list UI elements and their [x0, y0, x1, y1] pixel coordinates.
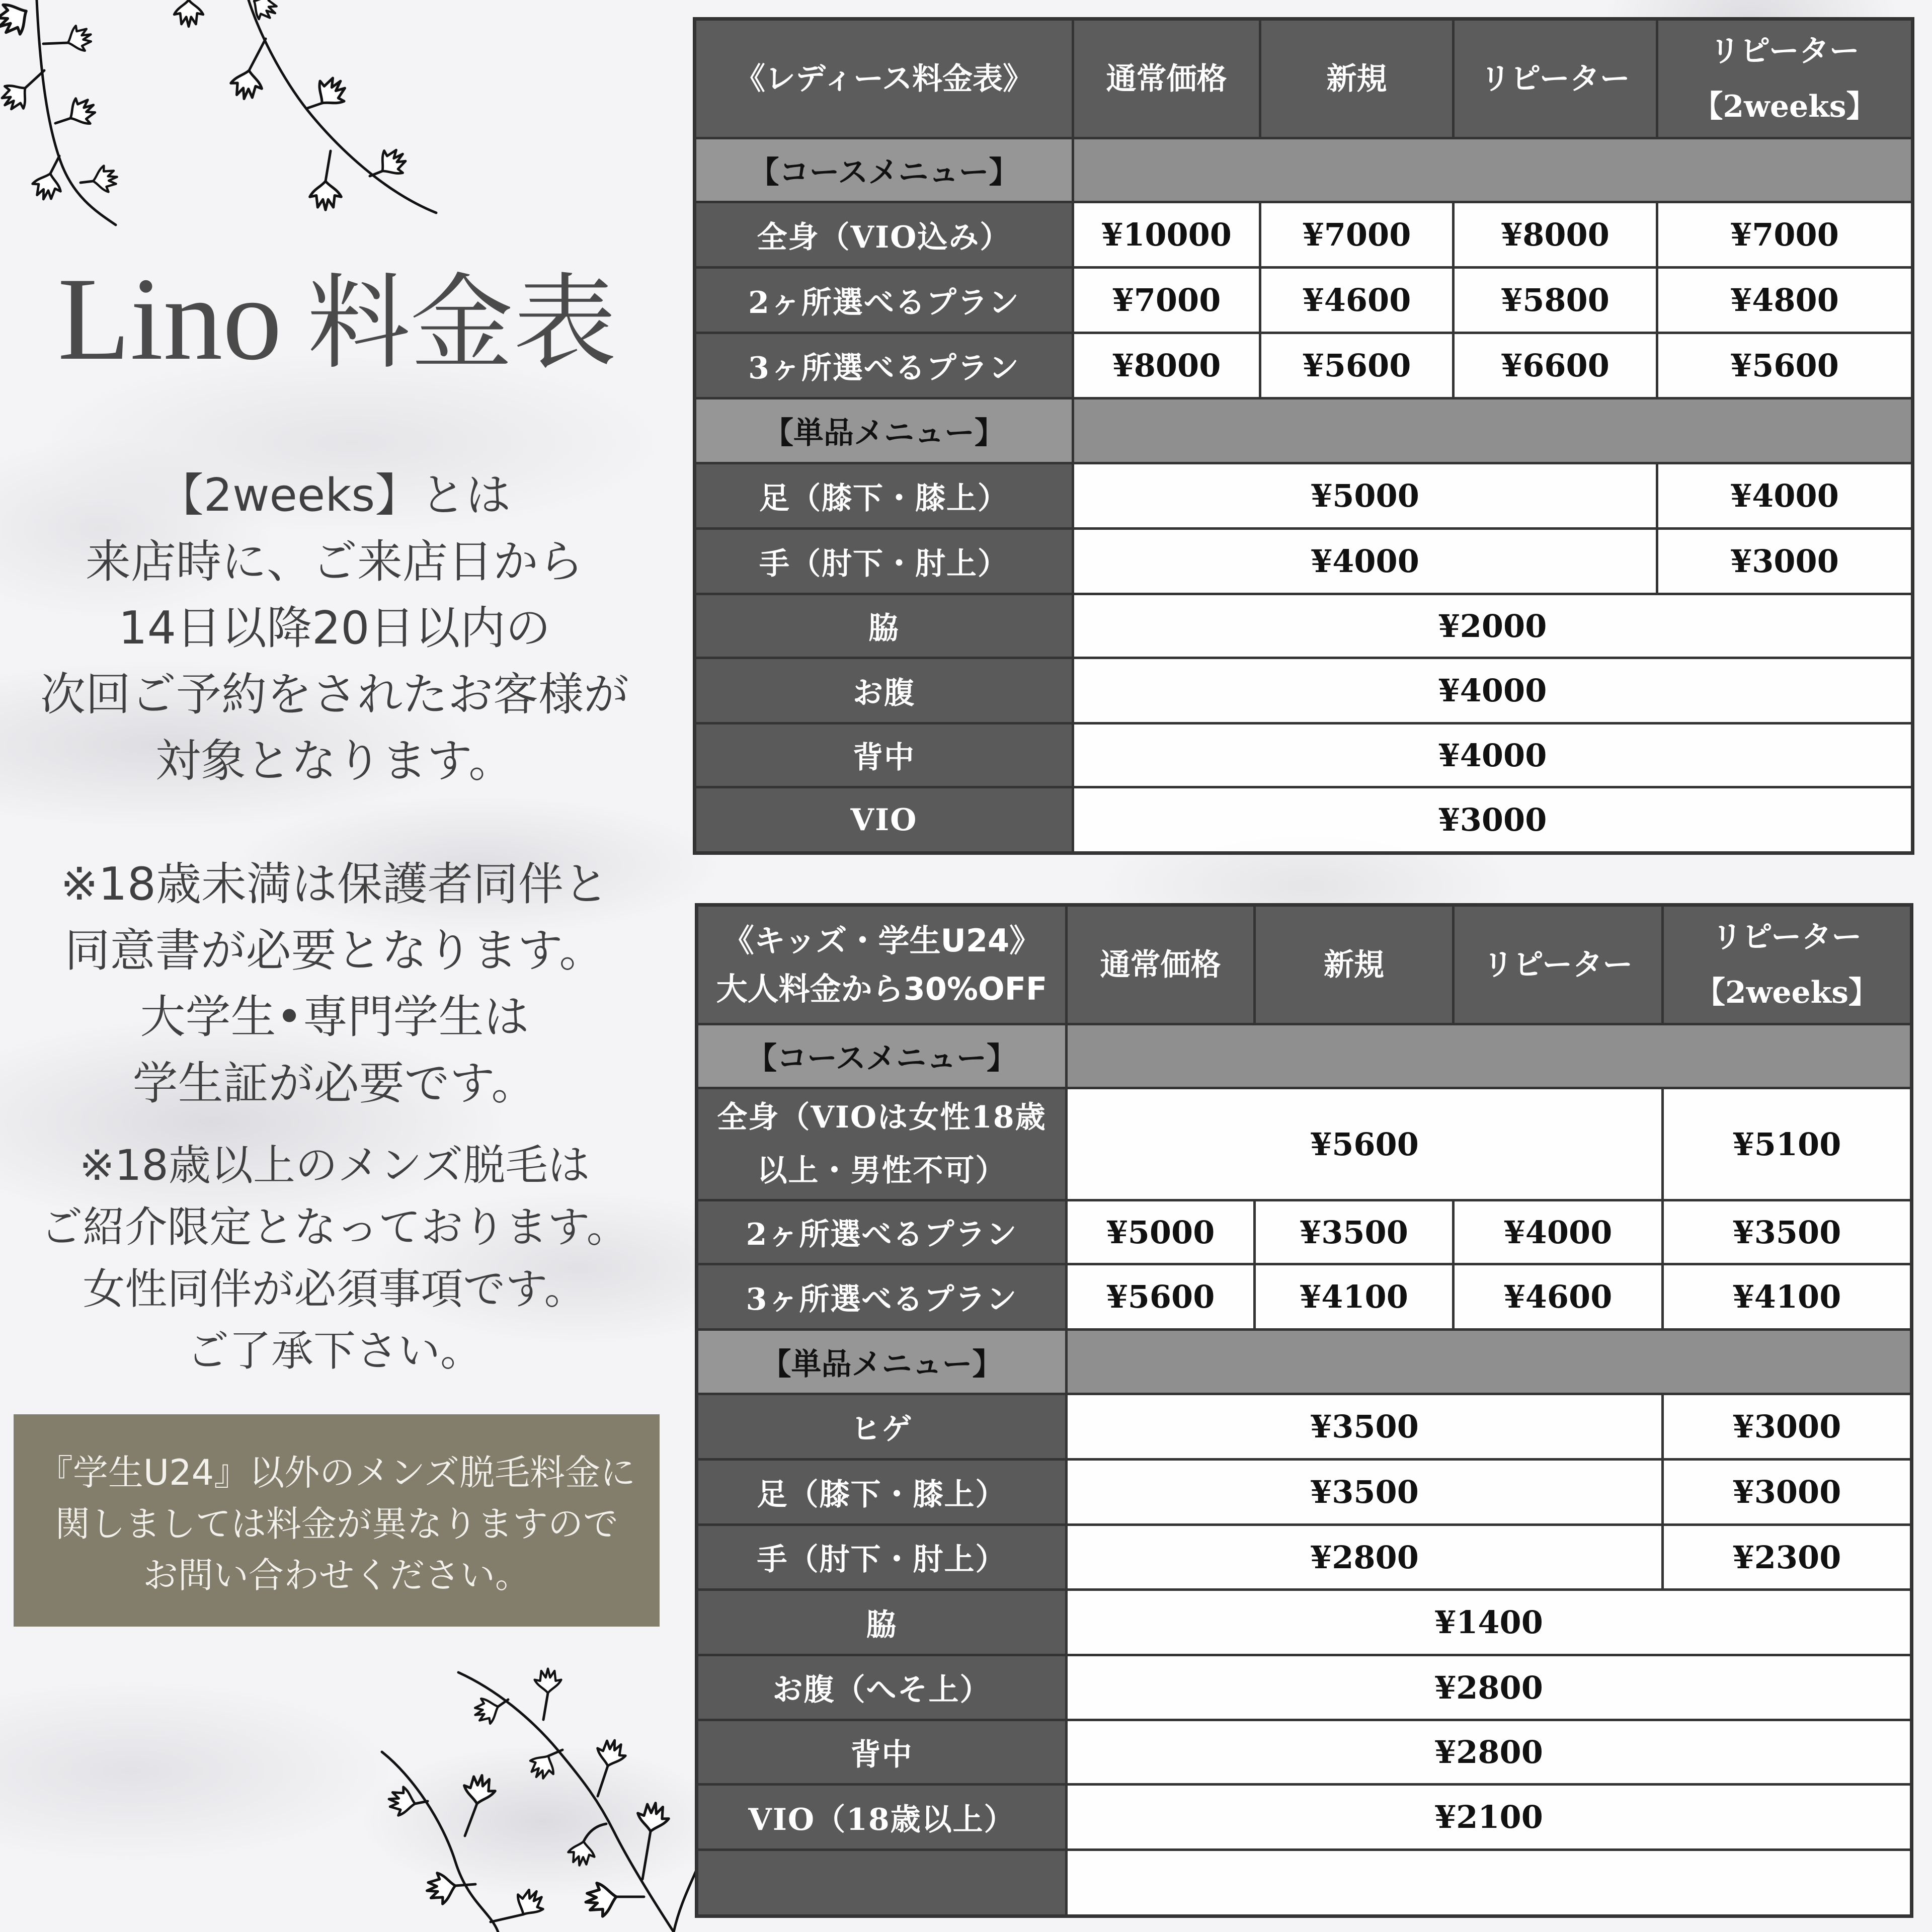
table-row	[697, 1525, 1911, 1590]
price-repeater-2weeks: ¥5100	[1663, 1088, 1911, 1200]
header-line: 【2weeks】	[1695, 975, 1879, 1010]
price-repeater-2weeks: ¥3000	[1663, 1460, 1911, 1525]
table-row	[695, 658, 1912, 723]
table-header-row	[697, 906, 1911, 1024]
info-line: ※18歳以上のメンズ脱毛は	[79, 1141, 590, 1190]
price-repeater-2weeks: ¥5600	[1657, 333, 1912, 398]
row-label: VIO（18歳以上）	[697, 1785, 1067, 1850]
price: ¥4000	[1073, 723, 1912, 787]
price-repeater-2weeks: ¥4100	[1663, 1264, 1911, 1330]
info-line: 次回ご予約をされたお客様が	[40, 668, 629, 721]
title-text: 料金表	[307, 267, 617, 381]
price: ¥3500	[1067, 1460, 1663, 1525]
row-label: 2ヶ所選べるプラン	[697, 1200, 1067, 1264]
table-row	[697, 1590, 1911, 1655]
header-line: リピーター	[1710, 33, 1860, 69]
section-label: 【コースメニュー】	[695, 138, 1073, 202]
table-row	[697, 1655, 1911, 1720]
price-new: ¥5600	[1260, 333, 1454, 398]
table-row	[697, 1264, 1911, 1330]
info-line: 来店時に、ご来店日から	[86, 535, 584, 588]
column-header-regular: 通常価格	[1073, 20, 1260, 138]
header-line: 【2weeks】	[1693, 89, 1877, 124]
column-header-repeater: リピーター	[1454, 906, 1663, 1024]
section-fill	[1067, 1024, 1911, 1088]
table-row	[697, 1088, 1911, 1200]
info-line: ご紹介限定となっております。	[40, 1202, 629, 1252]
price: ¥5000	[1073, 463, 1657, 529]
leaf-icons-bottom	[386, 1669, 671, 1922]
table-row	[695, 723, 1912, 787]
column-header-new: 新規	[1255, 906, 1454, 1024]
price: ¥2100	[1067, 1785, 1911, 1850]
price: ¥3500	[1067, 1394, 1663, 1460]
row-label-empty	[697, 1850, 1067, 1916]
price-regular: ¥5000	[1067, 1200, 1255, 1264]
info-line: 同意書が必要となります。	[64, 924, 605, 977]
note-line: 『学生U24』以外のメンズ脱毛料金に	[37, 1452, 636, 1493]
row-label: 手（肘下・肘上）	[697, 1525, 1067, 1590]
column-header-repeater-2weeks	[1657, 20, 1912, 138]
price-new: ¥3500	[1255, 1200, 1454, 1264]
price-new: ¥7000	[1260, 202, 1454, 268]
note-line: 関しましては料金が異なりますので	[55, 1503, 618, 1545]
price-repeater-2weeks: ¥4800	[1657, 268, 1912, 333]
header-line: 大人料金から30%OFF	[716, 970, 1048, 1007]
price-repeater-2weeks: ¥2300	[1663, 1525, 1911, 1590]
leaf-icons-top	[0, 0, 412, 210]
column-header-new: 新規	[1260, 20, 1454, 138]
note-line: お問い合わせください。	[143, 1555, 530, 1596]
price-regular: ¥8000	[1073, 333, 1260, 398]
row-label: VIO	[695, 787, 1073, 853]
section-fill	[1067, 1330, 1911, 1394]
section-label: 【単品メニュー】	[697, 1330, 1067, 1394]
table-row	[695, 202, 1912, 268]
vine-bottom-icon	[382, 1672, 697, 1932]
info-line: ご了承下さい。	[186, 1326, 482, 1376]
price-repeater: ¥5800	[1454, 268, 1657, 333]
info-line: 大学生•専門学生は	[140, 991, 529, 1043]
column-header-repeater: リピーター	[1454, 20, 1657, 138]
header-line: リピーター	[1712, 919, 1862, 955]
info-line: 対象となります。	[155, 735, 514, 787]
price-regular: ¥5600	[1067, 1264, 1255, 1330]
price: ¥2800	[1067, 1525, 1663, 1590]
price-repeater-2weeks: ¥3500	[1663, 1200, 1911, 1264]
table-title: 《レディース料金表》	[695, 20, 1073, 138]
info-line: 学生証が必要です。	[132, 1057, 537, 1110]
table-row	[697, 1200, 1911, 1264]
price: ¥4000	[1073, 529, 1657, 594]
section-fill	[1073, 398, 1912, 463]
ladies-price-table	[694, 18, 1913, 854]
table-row	[695, 529, 1912, 594]
price: ¥4000	[1073, 658, 1912, 723]
info-line: 【2weeks】とは	[158, 469, 511, 522]
page-title	[0, 254, 674, 390]
price-regular: ¥10000	[1073, 202, 1260, 268]
row-label: 手（肘下・肘上）	[695, 529, 1073, 594]
header-line: 《キッズ・学生U24》	[722, 922, 1041, 959]
row-label: お腹（へそ上）	[697, 1655, 1067, 1720]
table-row	[695, 787, 1912, 853]
price: ¥1400	[1067, 1590, 1911, 1655]
price: ¥2800	[1067, 1655, 1911, 1720]
section-label: 【単品メニュー】	[695, 398, 1073, 463]
section-fill	[1073, 138, 1912, 202]
two-weeks-explanation	[0, 462, 669, 794]
info-line: ※18歳未満は保護者同伴と	[60, 858, 609, 911]
section-row-single	[697, 1330, 1911, 1394]
table-row	[697, 1460, 1911, 1525]
table-header-row	[695, 20, 1912, 138]
row-label: 脇	[697, 1590, 1067, 1655]
label-line: 全身（VIOは女性18歳	[717, 1100, 1046, 1135]
price-repeater: ¥6600	[1454, 333, 1657, 398]
table-row	[695, 333, 1912, 398]
price: ¥5600	[1067, 1088, 1663, 1200]
row-label: 脇	[695, 594, 1073, 658]
row-label: 足（膝下・膝上）	[697, 1460, 1067, 1525]
price-repeater: ¥4600	[1454, 1264, 1663, 1330]
price-repeater-2weeks: ¥7000	[1657, 202, 1912, 268]
price-repeater-2weeks: ¥3000	[1663, 1394, 1911, 1460]
mens-notice	[0, 1135, 669, 1382]
row-label: 3ヶ所選べるプラン	[697, 1264, 1067, 1330]
table-row	[697, 1394, 1911, 1460]
price-regular: ¥7000	[1073, 268, 1260, 333]
info-line: 14日以降20日以内の	[118, 602, 551, 655]
brand-name: Lino	[57, 254, 282, 385]
price-repeater: ¥4000	[1454, 1200, 1663, 1264]
row-label: 全身（VIO込み）	[695, 202, 1073, 268]
table-row	[695, 268, 1912, 333]
label-line: 以上・男性不可）	[757, 1153, 1007, 1188]
price-repeater: ¥8000	[1454, 202, 1657, 268]
price-repeater-2weeks: ¥3000	[1657, 529, 1912, 594]
row-label: 3ヶ所選べるプラン	[695, 333, 1073, 398]
row-label: 背中	[697, 1720, 1067, 1785]
table-title	[697, 906, 1067, 1024]
price: ¥3000	[1073, 787, 1912, 853]
student-price-table	[696, 904, 1912, 1917]
price-repeater-2weeks: ¥4000	[1657, 463, 1912, 529]
table-row	[695, 594, 1912, 658]
price-new: ¥4100	[1255, 1264, 1454, 1330]
price: ¥2800	[1067, 1720, 1911, 1785]
table-row	[697, 1720, 1911, 1785]
price-empty	[1067, 1850, 1911, 1916]
section-row-course	[695, 138, 1912, 202]
column-header-regular: 通常価格	[1067, 906, 1255, 1024]
section-row-single	[695, 398, 1912, 463]
table-row	[697, 1785, 1911, 1850]
row-label: 足（膝下・膝上）	[695, 463, 1073, 529]
row-label: 背中	[695, 723, 1073, 787]
minors-notice	[0, 851, 669, 1117]
mens-pricing-note-box	[14, 1414, 660, 1627]
column-header-repeater-2weeks	[1663, 906, 1911, 1024]
row-label: 2ヶ所選べるプラン	[695, 268, 1073, 333]
row-label: ヒゲ	[697, 1394, 1067, 1460]
section-label: 【コースメニュー】	[697, 1024, 1067, 1088]
empty-row	[697, 1850, 1911, 1916]
price-new: ¥4600	[1260, 268, 1454, 333]
section-row-course	[697, 1024, 1911, 1088]
row-label: お腹	[695, 658, 1073, 723]
table-row	[695, 463, 1912, 529]
info-line: 女性同伴が必須事項です。	[83, 1264, 587, 1314]
price: ¥2000	[1073, 594, 1912, 658]
row-label	[697, 1088, 1067, 1200]
